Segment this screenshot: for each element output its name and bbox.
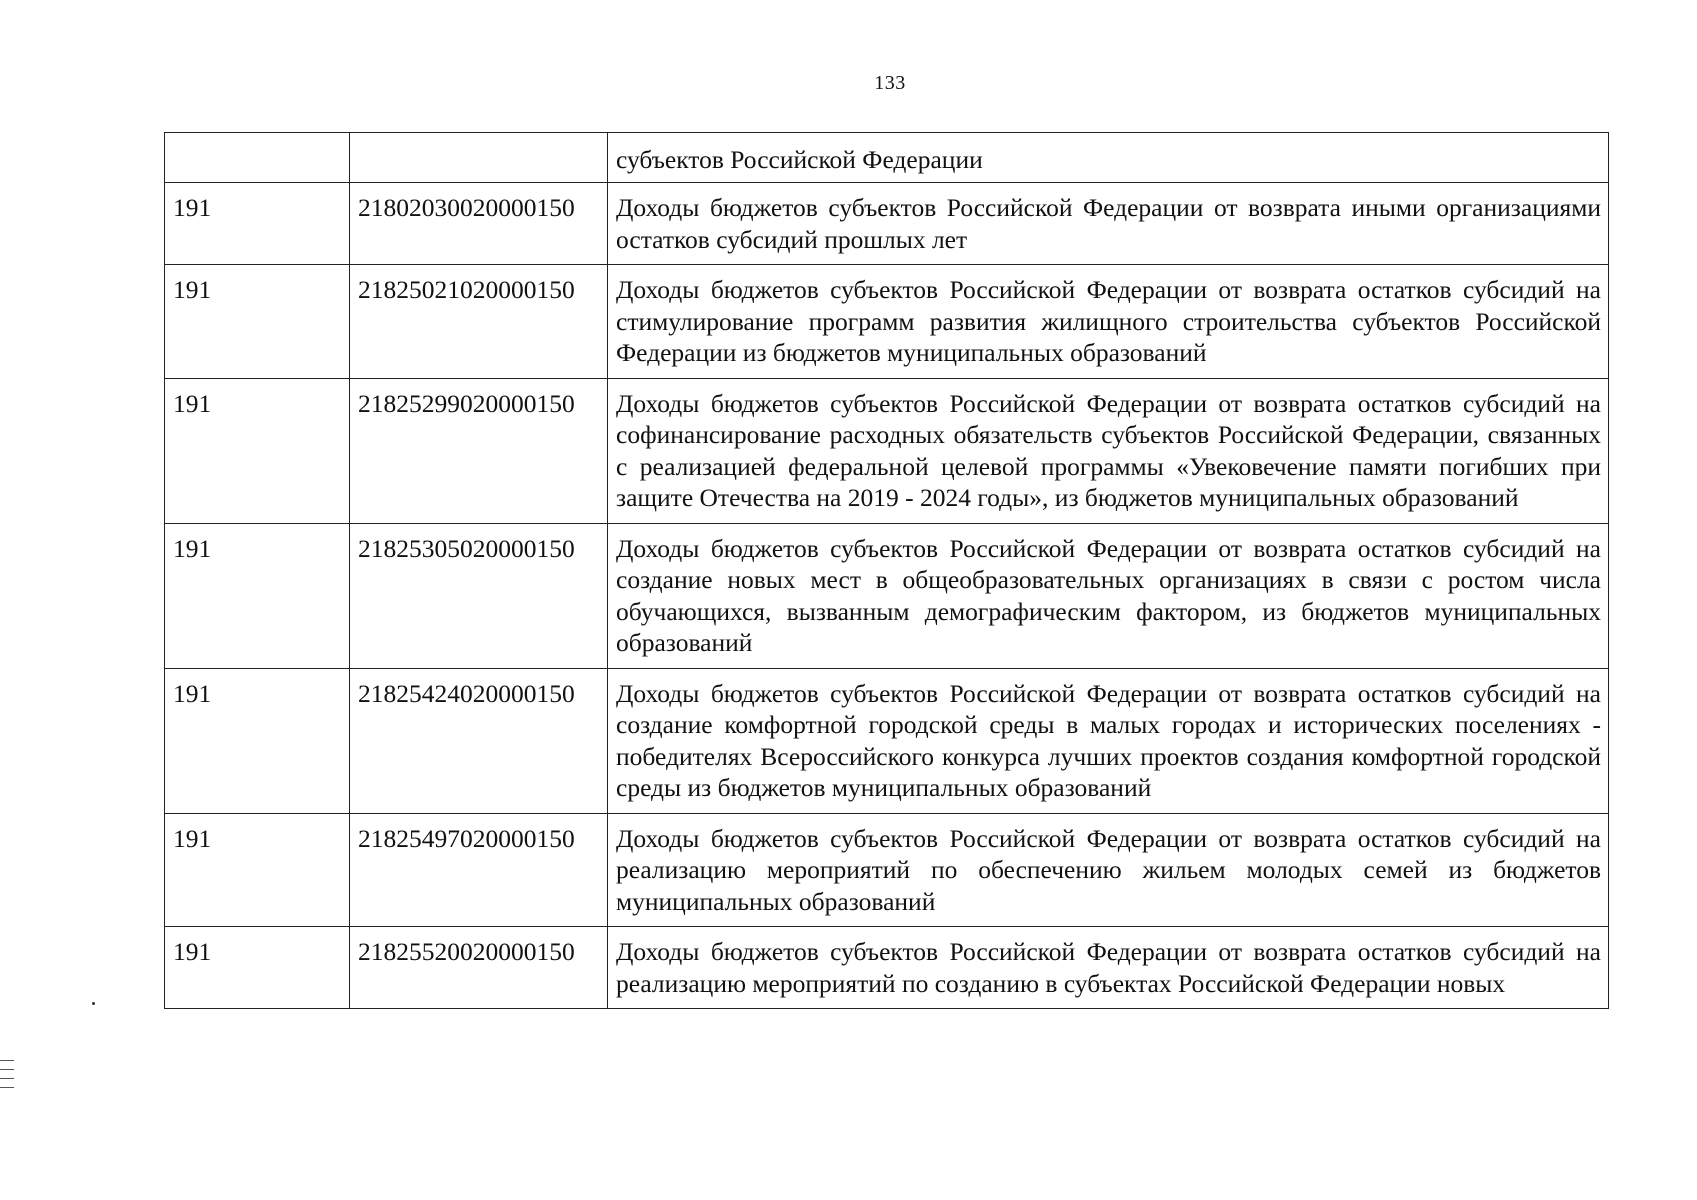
admin-code-cell: 191 xyxy=(165,523,350,668)
kbk-code-cell: 21825305020000150 xyxy=(350,523,608,668)
table-row xyxy=(165,927,1609,1009)
admin-code-cell: 191 xyxy=(165,183,350,265)
kbk-code-cell: 21825497020000150 xyxy=(350,813,608,927)
description-cell: Доходы бюджетов субъектов Российской Федерации от возврата остатков субсидий на создание новых мест в общеобразовательных организациях в связи с ростом числа обучающихся, вызванным демографическим фактором, из бюджетов муниципальных образований xyxy=(608,523,1609,668)
edge-mark xyxy=(0,1060,14,1061)
admin-code-cell: 191 xyxy=(165,927,350,1009)
admin-code-cell: 191 xyxy=(165,668,350,813)
description-cell: Доходы бюджетов субъектов Российской Федерации от возврата остатков субсидий на реализацию мероприятий по созданию в субъектах Российской Федерации новых xyxy=(608,927,1609,1009)
table-row xyxy=(165,378,1609,523)
kbk-code-cell: 21825299020000150 xyxy=(350,378,608,523)
description-cell: Доходы бюджетов субъектов Российской Федерации от возврата иными организациями остатков субсидий прошлых лет xyxy=(608,183,1609,265)
admin-code-cell xyxy=(165,133,350,183)
table-row xyxy=(165,183,1609,265)
kbk-code-cell xyxy=(350,133,608,183)
kbk-code-cell: 21825424020000150 xyxy=(350,668,608,813)
scan-speck xyxy=(92,1002,95,1005)
table-row xyxy=(165,668,1609,813)
edge-mark xyxy=(0,1087,14,1088)
table-row xyxy=(165,523,1609,668)
admin-code-cell: 191 xyxy=(165,378,350,523)
description-cell: Доходы бюджетов субъектов Российской Федерации от возврата остатков субсидий на реализацию мероприятий по обеспечению жильем молодых семей из бюджетов муниципальных образований xyxy=(608,813,1609,927)
description-cell: субъектов Российской Федерации xyxy=(608,133,1609,183)
kbk-code-cell: 21825520020000150 xyxy=(350,927,608,1009)
description-cell: Доходы бюджетов субъектов Российской Федерации от возврата остатков субсидий на софинансирование расходных обязательств субъектов Российской Федерации, связанных с реализацией федеральной целевой программы «Увековечение памяти погибших при защите Отечества на 2019 - 2024 годы», из бюджетов муниципальных образований xyxy=(608,378,1609,523)
description-cell: Доходы бюджетов субъектов Российской Федерации от возврата остатков субсидий на создание комфортной городской среды в малых городах и исторических поселениях - победителях Всероссийского конкурса лучших проектов создания комфортной городской среды из бюджетов муниципальных образований xyxy=(608,668,1609,813)
table-row xyxy=(165,133,1609,183)
kbk-code-cell: 21802030020000150 xyxy=(350,183,608,265)
scan-edge-marks xyxy=(0,1060,14,1096)
edge-mark xyxy=(0,1069,14,1070)
table-row xyxy=(165,813,1609,927)
edge-mark xyxy=(0,1078,14,1079)
page-number: 133 xyxy=(874,72,906,94)
admin-code-cell: 191 xyxy=(165,265,350,379)
admin-code-cell: 191 xyxy=(165,813,350,927)
table-row xyxy=(165,265,1609,379)
description-cell: Доходы бюджетов субъектов Российской Федерации от возврата остатков субсидий на стимулирование программ развития жилищного строительства субъектов Российской Федерации из бюджетов муниципальных образований xyxy=(608,265,1609,379)
kbk-code-cell: 21825021020000150 xyxy=(350,265,608,379)
revenue-codes-table xyxy=(164,132,1609,1009)
